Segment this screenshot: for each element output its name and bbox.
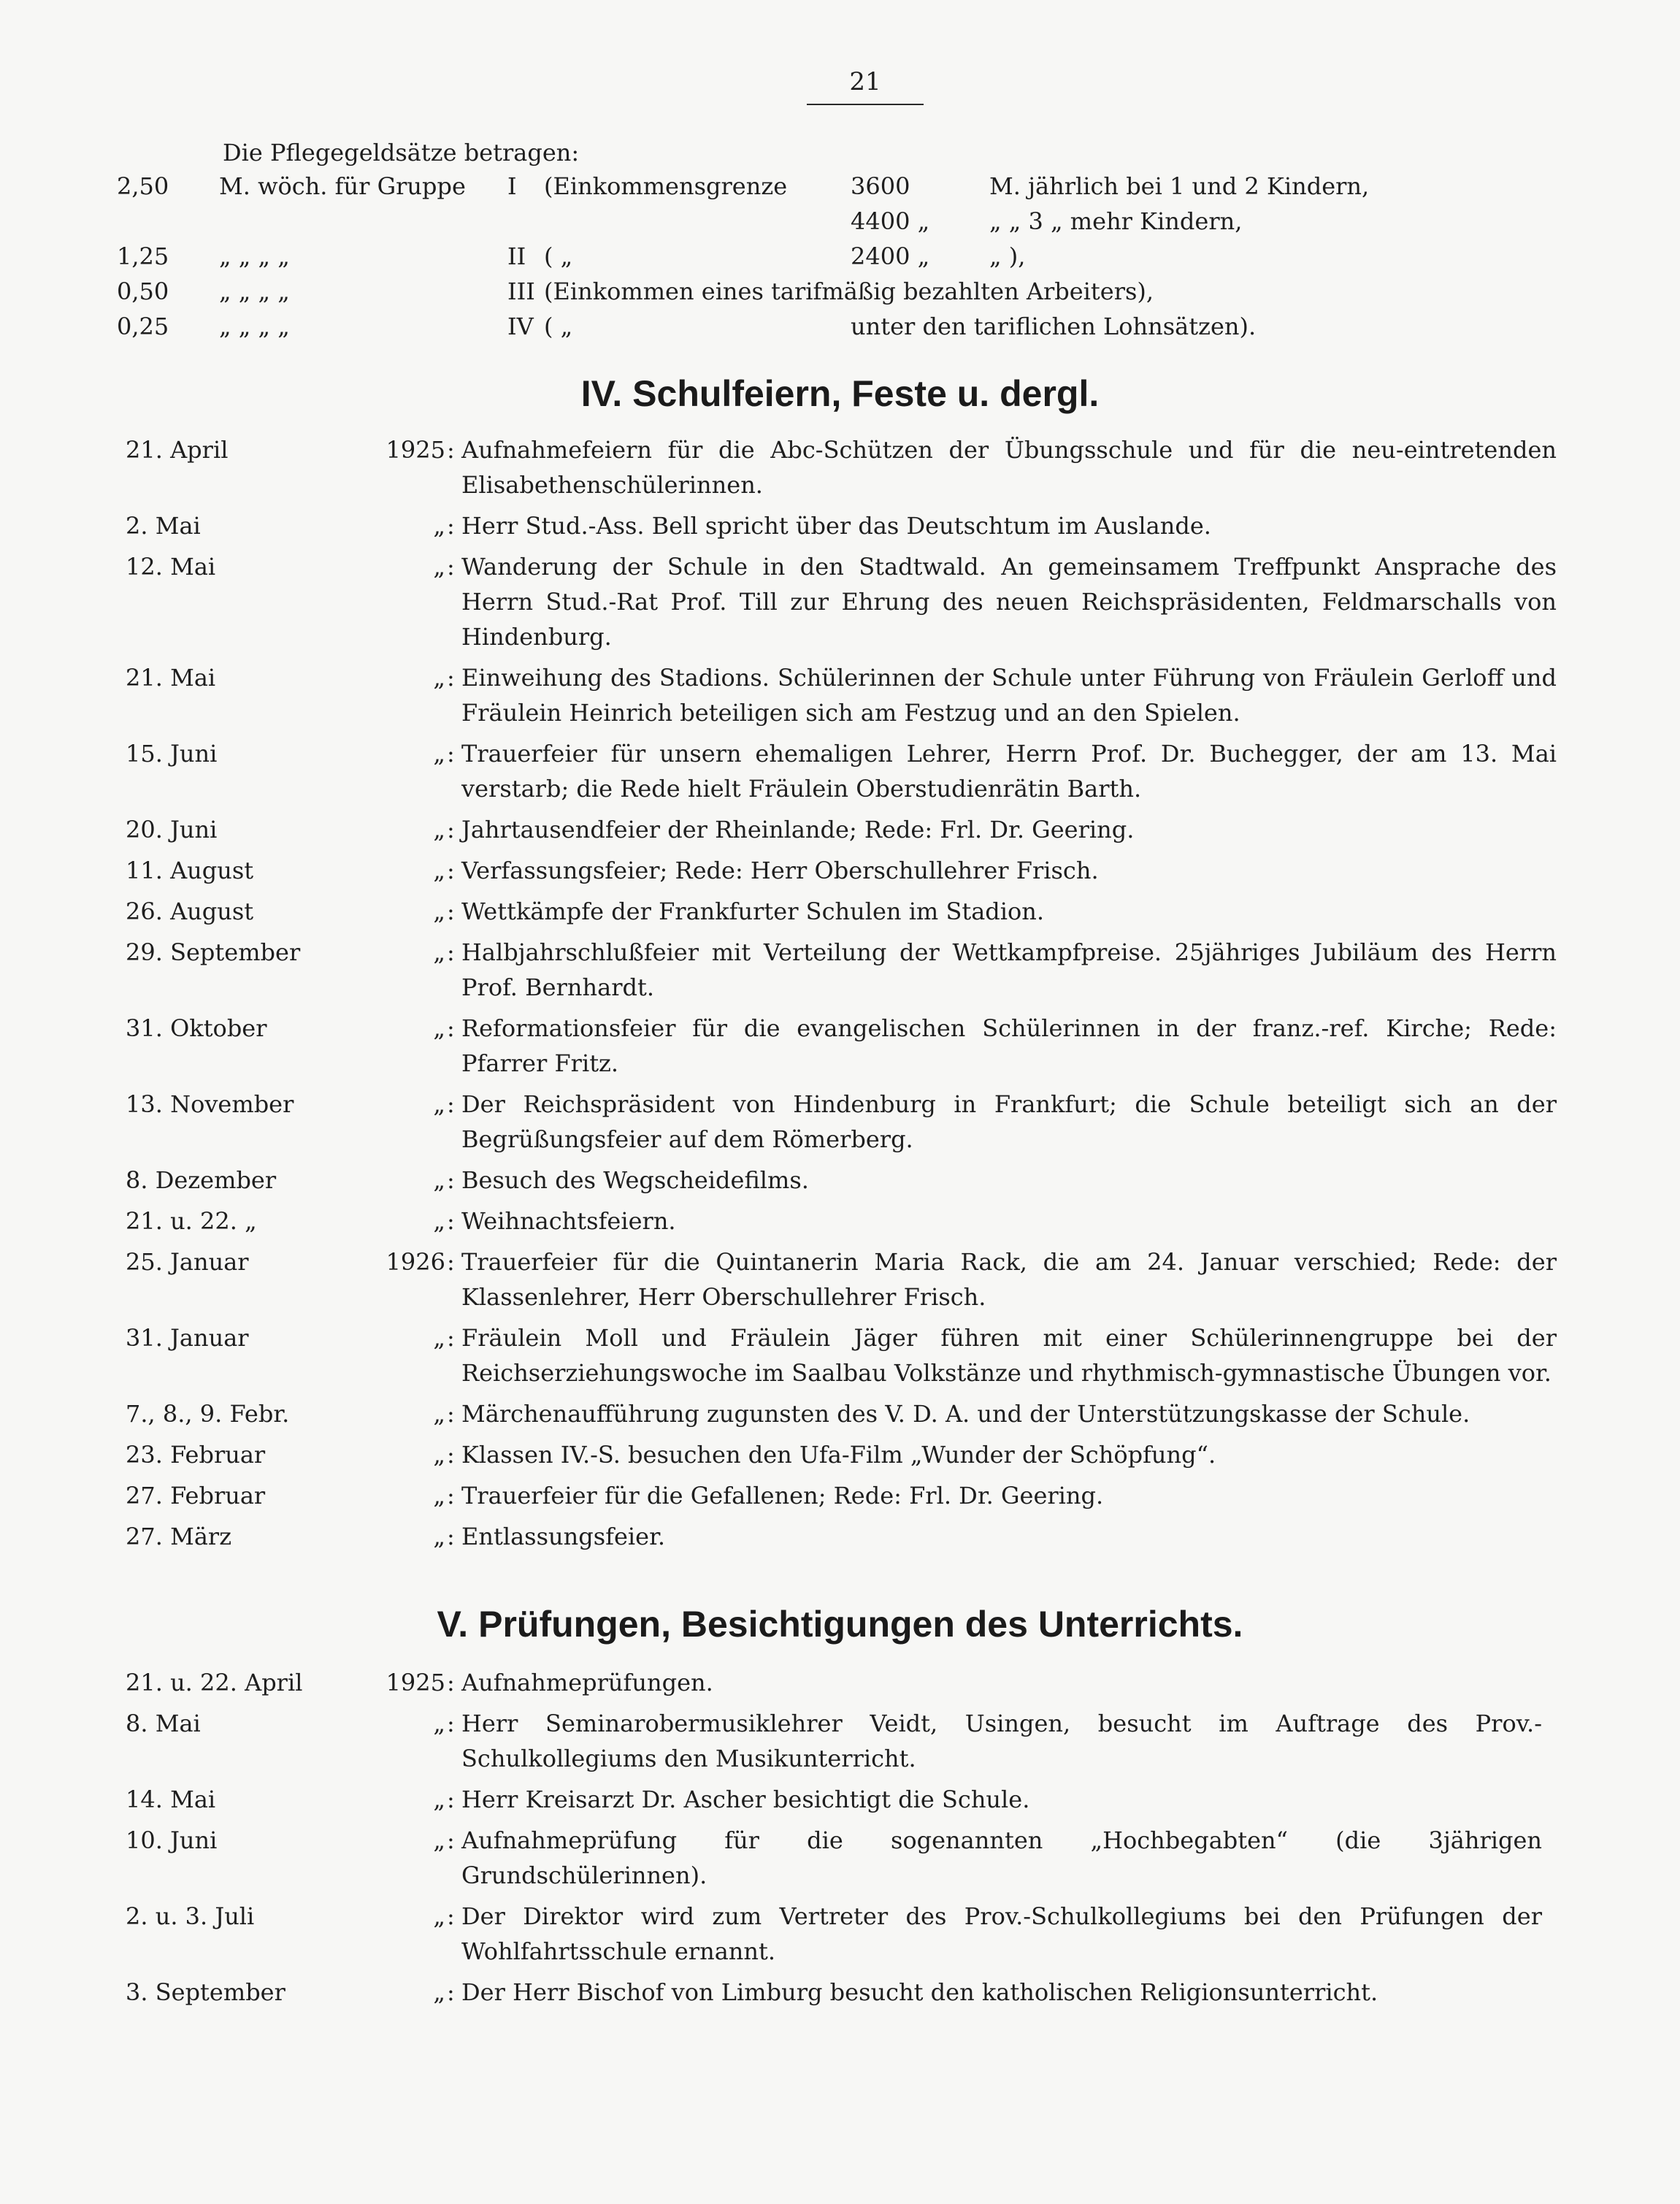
entry-year: „	[433, 1090, 445, 1118]
rate-group: II	[507, 242, 526, 270]
entry-text: Besuch des Wegscheidefilms.	[461, 1166, 809, 1194]
entry-row	[0, 508, 1680, 543]
entry-year: „	[433, 938, 445, 966]
entry-row	[0, 1396, 1680, 1431]
rate-value: 4400 „	[851, 207, 930, 235]
entry-date: 31. Januar	[126, 1324, 249, 1352]
entry-date: 7., 8., 9. Febr.	[126, 1400, 290, 1428]
section-iv-entries	[0, 432, 1680, 1560]
rate-rest: „ „ 3 „ mehr Kindern,	[989, 207, 1243, 235]
rate-text: ( „	[544, 313, 573, 340]
entry-text: Aufnahmeprüfung für die sogenannten „Hochbegabten“ (die 3jährigen Grundschülerinnen).	[461, 1826, 1542, 1889]
entry-year: „	[433, 857, 445, 884]
entry-year: „	[433, 1523, 445, 1550]
entry-date: 21. Mai	[126, 664, 216, 692]
entry-date: 12. Mai	[126, 553, 216, 581]
rate-text: (Einkommensgrenze	[544, 172, 788, 200]
rate-row	[117, 172, 1562, 207]
entry-year: „	[433, 664, 445, 692]
rate-unit: M. wöch. für Gruppe	[219, 172, 466, 200]
entry-text: Wanderung der Schule in den Stadtwald. An gemeinsamem Treffpunkt Ansprache des Herrn Stud.-Rat Prof. Till zur Ehrung des neuen Reichspräsidenten, Feldmarschalls von Hindenburg.	[461, 553, 1557, 651]
entry-colon: :	[447, 1441, 455, 1469]
entry-date: 31. Oktober	[126, 1014, 267, 1042]
entry-colon: :	[447, 512, 455, 540]
entry-colon: :	[447, 1014, 455, 1042]
entry-colon: :	[447, 1978, 455, 2006]
entry-date: 21. u. 22. April	[126, 1669, 303, 1696]
entry-year: „	[433, 1324, 445, 1352]
entry-row	[0, 1320, 1680, 1390]
entry-text: Verfassungsfeier; Rede: Herr Oberschullehrer Frisch.	[461, 857, 1099, 884]
entry-colon: :	[447, 1400, 455, 1428]
entry-row	[0, 432, 1680, 502]
entry-colon: :	[447, 740, 455, 768]
rate-row	[117, 278, 1562, 313]
rate-row	[117, 313, 1562, 348]
entry-row	[0, 660, 1680, 730]
entry-year: „	[433, 512, 445, 540]
section-v-heading: V. Prüfungen, Besichtigungen des Unterrichts.	[437, 1604, 1243, 1645]
entry-row	[0, 1706, 1680, 1776]
entry-row	[0, 1163, 1680, 1198]
entry-year: „	[433, 1400, 445, 1428]
entry-colon: :	[447, 1902, 455, 1930]
entry-date: 20. Juni	[126, 816, 218, 843]
rate-value: 2400 „	[851, 242, 930, 270]
entry-colon: :	[447, 1786, 455, 1813]
entry-date: 25. Januar	[126, 1248, 249, 1276]
entry-row	[0, 1823, 1680, 1893]
entry-colon: :	[447, 436, 455, 464]
entry-row	[0, 1437, 1680, 1472]
entry-year: „	[433, 1902, 445, 1930]
entry-colon: :	[447, 1166, 455, 1194]
rates-intro: Die Pflegegeldsätze betragen:	[223, 139, 580, 167]
entry-date: 14. Mai	[126, 1786, 216, 1813]
entry-year: „	[433, 816, 445, 843]
entry-colon: :	[447, 1207, 455, 1235]
entry-year: „	[433, 1978, 445, 2006]
page-number: 21	[849, 67, 881, 96]
entry-row	[0, 1087, 1680, 1157]
entry-row	[0, 1244, 1680, 1315]
entry-text: Aufnahmefeiern für die Abc-Schützen der Übungsschule und für die neu-eintretenden Elisabethenschülerinnen.	[461, 436, 1557, 499]
entry-text: Trauerfeier für die Quintanerin Maria Rack, die am 24. Januar verschied; Rede: der Klassenlehrer, Herr Oberschullehrer Frisch.	[461, 1248, 1557, 1311]
entry-date: 21. April	[126, 436, 229, 464]
rate-amount: 0,25	[117, 313, 169, 340]
entry-text: Weihnachtsfeiern.	[461, 1207, 676, 1235]
entry-year: „	[433, 1207, 445, 1235]
entry-row	[0, 1011, 1680, 1081]
entry-text: Jahrtausendfeier der Rheinlande; Rede: Frl. Dr. Geering.	[461, 816, 1135, 843]
entry-colon: :	[447, 1710, 455, 1737]
entry-date: 26. August	[126, 898, 254, 925]
entry-colon: :	[447, 938, 455, 966]
entry-colon: :	[447, 553, 455, 581]
entry-colon: :	[447, 1248, 455, 1276]
entry-year: „	[433, 1786, 445, 1813]
rate-amount: 1,25	[117, 242, 169, 270]
rate-rest: M. jährlich bei 1 und 2 Kindern,	[989, 172, 1370, 200]
entry-colon: :	[447, 1090, 455, 1118]
rate-value: 3600	[851, 172, 910, 200]
entry-text: Märchenaufführung zugunsten des V. D. A. und der Unterstützungskasse der Schule.	[461, 1400, 1470, 1428]
entry-text: Trauerfeier für die Gefallenen; Rede: Frl. Dr. Geering.	[461, 1482, 1104, 1509]
entry-text: Trauerfeier für unsern ehemaligen Lehrer, Herrn Prof. Dr. Buchegger, der am 13. Mai verstarb; die Rede hielt Fräulein Oberstudienrätin Barth.	[461, 740, 1557, 803]
entry-colon: :	[447, 1826, 455, 1854]
entry-row	[0, 853, 1680, 888]
entry-colon: :	[447, 898, 455, 925]
rates-rows	[117, 172, 1562, 348]
entry-date: 11. August	[126, 857, 254, 884]
section-v-entries	[0, 1665, 1680, 2016]
entry-colon: :	[447, 664, 455, 692]
entry-year: „	[433, 1441, 445, 1469]
entry-year: „	[433, 740, 445, 768]
entry-text: Herr Stud.-Ass. Bell spricht über das Deutschtum im Auslande.	[461, 512, 1211, 540]
entry-date: 2. Mai	[126, 512, 201, 540]
rate-unit: „ „ „ „	[219, 278, 290, 305]
entry-date: 2. u. 3. Juli	[126, 1902, 255, 1930]
entry-date: 27. März	[126, 1523, 232, 1550]
entry-row	[0, 935, 1680, 1005]
entry-row	[0, 812, 1680, 847]
section-iv-heading: IV. Schulfeiern, Feste u. dergl.	[580, 373, 1100, 414]
entry-text: Wettkämpfe der Frankfurter Schulen im Stadion.	[461, 898, 1045, 925]
rate-unit: „ „ „ „	[219, 242, 290, 270]
entry-colon: :	[447, 1482, 455, 1509]
entry-text: Halbjahrschlußfeier mit Verteilung der Wettkampfpreise. 25jähriges Jubiläum des Herrn Prof. Bernhardt.	[461, 938, 1557, 1001]
page-number-rule	[807, 104, 924, 105]
rate-row	[117, 242, 1562, 278]
entry-year: „	[433, 1710, 445, 1737]
entry-year: „	[433, 1826, 445, 1854]
entry-text: Einweihung des Stadions. Schülerinnen der Schule unter Führung von Fräulein Gerloff und Fräulein Heinrich beteiligen sich am Festzug und an den Spielen.	[461, 664, 1557, 727]
entry-row	[0, 1519, 1680, 1554]
entry-colon: :	[447, 1324, 455, 1352]
rate-amount: 2,50	[117, 172, 169, 200]
entry-text: Reformationsfeier für die evangelischen Schülerinnen in der franz.-ref. Kirche; Rede: Pfarrer Fritz.	[461, 1014, 1557, 1077]
entry-text: Klassen IV.-S. besuchen den Ufa-Film „Wunder der Schöpfung“.	[461, 1441, 1216, 1469]
entry-row	[0, 1899, 1680, 1969]
entry-row	[0, 736, 1680, 806]
entry-colon: :	[447, 1669, 455, 1696]
entry-colon: :	[447, 1523, 455, 1550]
entry-date: 8. Mai	[126, 1710, 201, 1737]
entry-row	[0, 1782, 1680, 1817]
rate-group: III	[507, 278, 535, 305]
entry-year: „	[433, 1166, 445, 1194]
rate-group: IV	[507, 313, 534, 340]
entry-row	[0, 1665, 1680, 1700]
entry-date: 15. Juni	[126, 740, 218, 768]
entry-year: „	[433, 553, 445, 581]
entry-year: „	[433, 1014, 445, 1042]
entry-text: Fräulein Moll und Fräulein Jäger führen mit einer Schülerinnengruppe bei der Reichserziehungswoche im Saalbau Volkstänze und rhythmisch-gymnastische Übungen vor.	[461, 1324, 1557, 1387]
entry-year: „	[433, 1482, 445, 1509]
entry-date: 10. Juni	[126, 1826, 218, 1854]
entry-year: 1925	[386, 436, 445, 464]
entry-text: Der Reichspräsident von Hindenburg in Frankfurt; die Schule beteiligt sich an der Begrüßungsfeier auf dem Römerberg.	[461, 1090, 1557, 1153]
entry-date: 27. Februar	[126, 1482, 266, 1509]
entry-colon: :	[447, 816, 455, 843]
entry-date: 23. Februar	[126, 1441, 266, 1469]
rate-text: (Einkommen eines tarifmäßig bezahlten Arbeiters),	[544, 278, 1154, 305]
rate-text: ( „	[544, 242, 573, 270]
rate-rest: „ ),	[989, 242, 1026, 270]
entry-date: 29. September	[126, 938, 301, 966]
entry-year: „	[433, 898, 445, 925]
entry-text: Der Direktor wird zum Vertreter des Prov.-Schulkollegiums bei den Prüfungen der Wohlfahrtsschule ernannt.	[461, 1902, 1542, 1965]
entry-row	[0, 894, 1680, 929]
entry-year: 1926	[386, 1248, 445, 1276]
entry-date: 13. November	[126, 1090, 294, 1118]
entry-year: 1925	[386, 1669, 445, 1696]
entry-text: Herr Kreisarzt Dr. Ascher besichtigt die Schule.	[461, 1786, 1030, 1813]
entry-colon: :	[447, 857, 455, 884]
entry-text: Aufnahmeprüfungen.	[461, 1669, 713, 1696]
rate-group: I	[507, 172, 517, 200]
entry-row	[0, 549, 1680, 654]
entry-date: 8. Dezember	[126, 1166, 277, 1194]
entry-row	[0, 1478, 1680, 1513]
rate-amount: 0,50	[117, 278, 169, 305]
rate-unit: „ „ „ „	[219, 313, 290, 340]
entry-text: Herr Seminarobermusiklehrer Veidt, Usingen, besucht im Auftrage des Prov.-Schulkollegiums den Musikunterricht.	[461, 1710, 1542, 1772]
rate-row	[117, 207, 1562, 242]
entry-row	[0, 1204, 1680, 1239]
entry-text: Entlassungsfeier.	[461, 1523, 666, 1550]
entry-text: Der Herr Bischof von Limburg besucht den katholischen Religionsunterricht.	[461, 1978, 1378, 2006]
entry-date: 21. u. 22. „	[126, 1207, 257, 1235]
entry-date: 3. September	[126, 1978, 285, 2006]
rate-value: unter den tariflichen Lohnsätzen).	[851, 313, 1257, 340]
entry-row	[0, 1975, 1680, 2010]
